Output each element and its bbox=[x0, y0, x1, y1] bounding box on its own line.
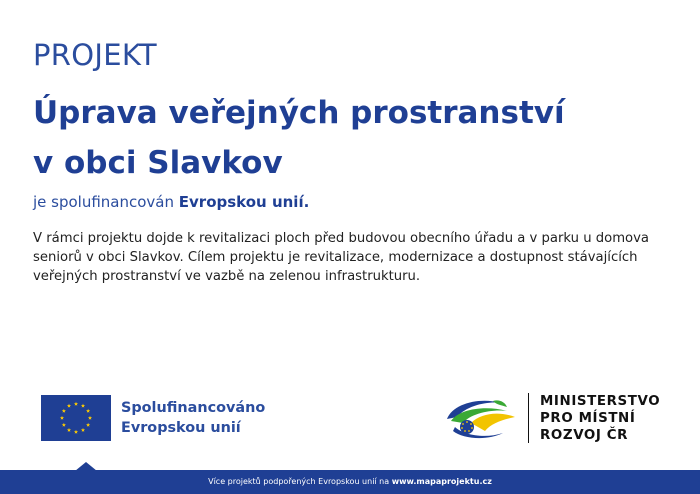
ministry-label bbox=[540, 393, 660, 444]
ministry-label-line: ROZVOJ ČR bbox=[540, 428, 629, 443]
eu-label-line: Evropskou unií bbox=[121, 420, 241, 436]
project-title bbox=[33, 88, 673, 188]
ministry-label-line: PRO MÍSTNÍ bbox=[540, 411, 636, 426]
cofinanced-emphasis: Evropskou unií. bbox=[178, 193, 310, 211]
project-eyebrow: PROJEKT bbox=[33, 38, 157, 72]
eu-flag-icon bbox=[41, 395, 111, 441]
project-title-line: Úprava veřejných prostranství bbox=[33, 95, 565, 131]
project-description: V rámci projektu dojde k revitalizaci ploch před budovou obecního úřadu a v parku u domova seniorů v obci Slavkov. Cílem projektu je revitalizace, modernizace a dostupnost stávajících veřejných prostranství ve vazbě na zelenou infrastrukturu. bbox=[33, 231, 649, 284]
footer-text bbox=[0, 477, 700, 486]
eu-label-line: Spolufinancováno bbox=[121, 400, 266, 416]
footer-prefix: Více projektů podpořených Evropskou unií na bbox=[208, 477, 392, 486]
eu-cofinanced-label bbox=[121, 398, 265, 438]
footer-link[interactable]: www.mapaprojektu.cz bbox=[391, 477, 492, 486]
ministry-label-line: MINISTERSTVO bbox=[540, 394, 661, 409]
cofinanced-statement bbox=[33, 193, 309, 211]
project-title-line: v obci Slavkov bbox=[33, 145, 283, 181]
cofinanced-prefix: je spolufinancován bbox=[33, 193, 179, 211]
ministry-divider bbox=[528, 393, 529, 443]
ministry-emblem-icon bbox=[441, 393, 519, 443]
